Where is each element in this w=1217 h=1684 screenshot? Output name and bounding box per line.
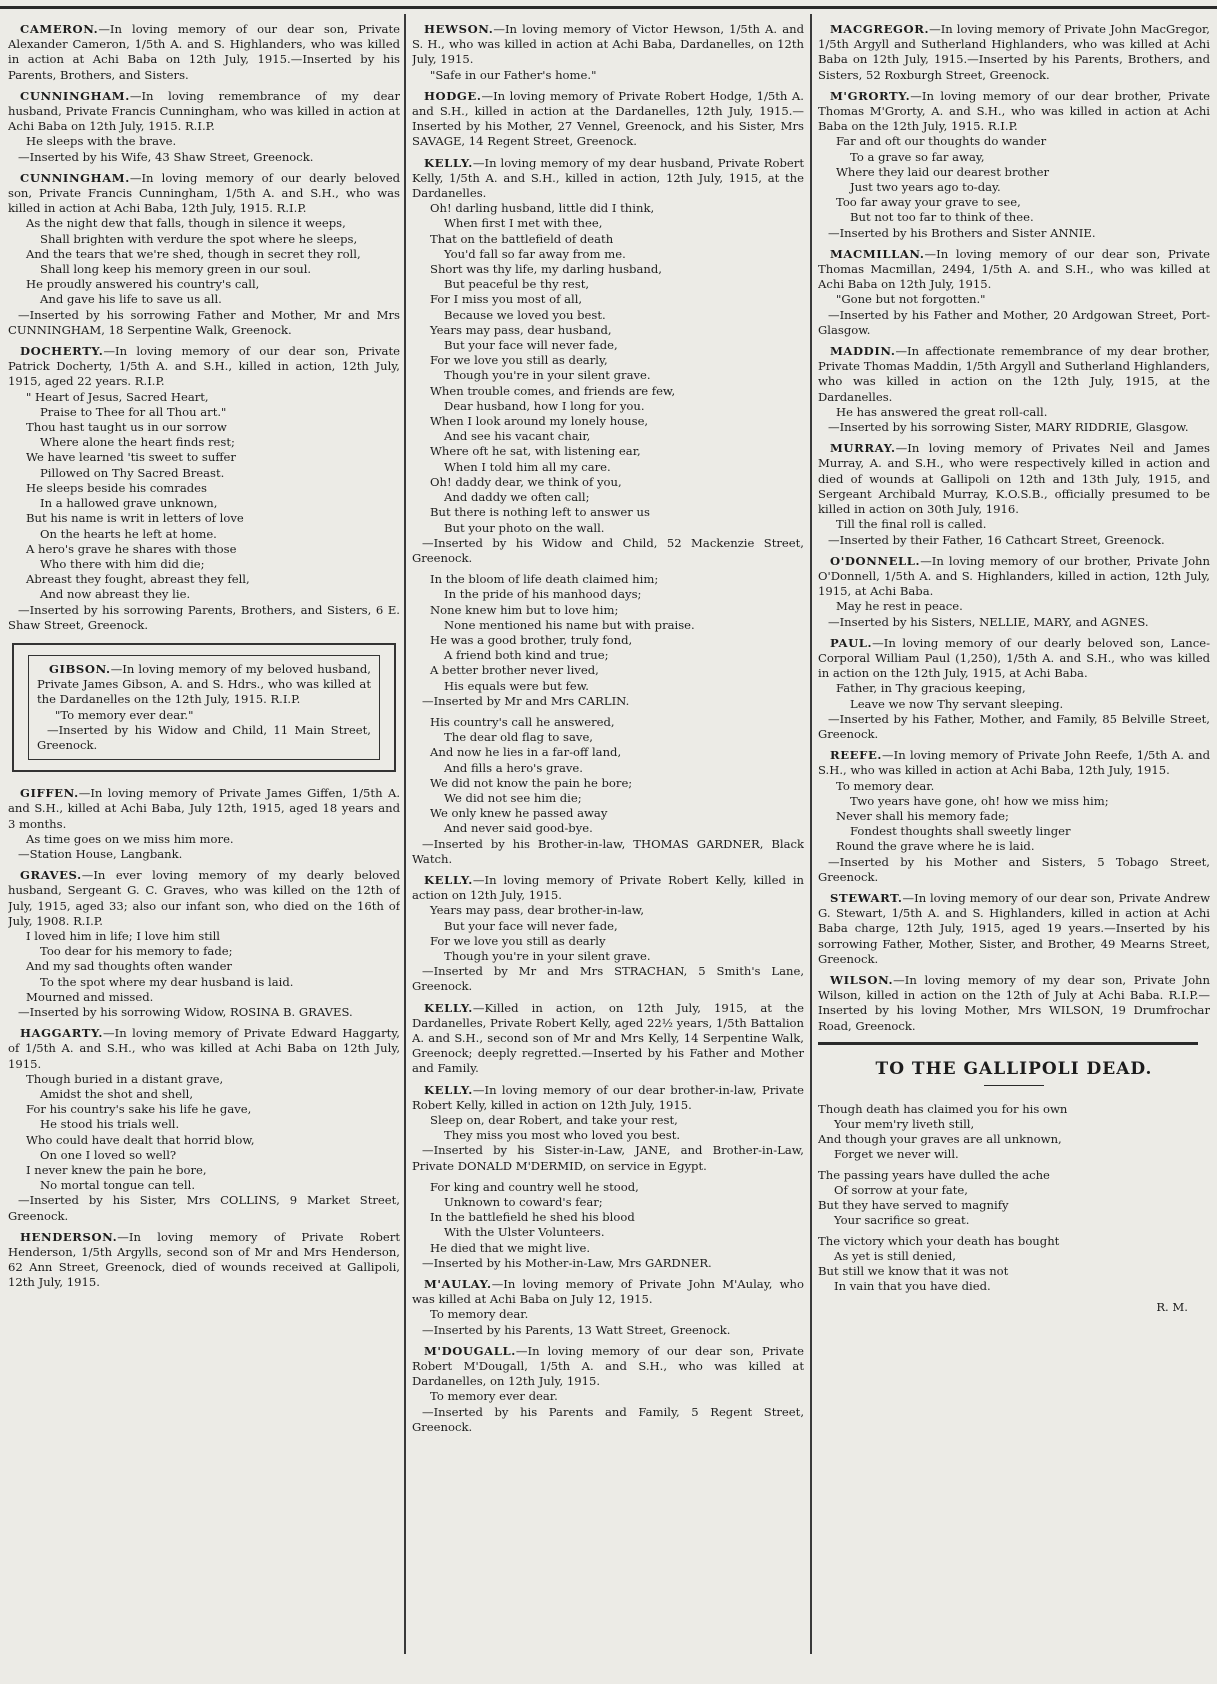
verse-line: I never knew the pain he bore, <box>26 1163 207 1178</box>
poem-title: TO THE GALLIPOLI DEAD. <box>875 1058 1153 1079</box>
verse-line: Oh! daddy dear, we think of you, <box>430 474 622 489</box>
verse-line: Short was thy life, my darling husband, <box>430 262 662 277</box>
notice-body <box>8 1230 400 1291</box>
verse-line: But peaceful be thy rest, <box>444 277 590 292</box>
verse-line: Where they laid our dearest brother <box>836 164 1050 179</box>
notice-surname: HEWSON. <box>424 22 494 36</box>
verse-line: And my sad thoughts often wander <box>26 959 232 974</box>
notice-surname: M'DOUGALL. <box>424 1343 516 1358</box>
inserted-by: —Inserted by his Father, Mother, and Family, 85 Belville Street, Greenock. <box>818 711 1210 741</box>
verse-line: For I miss you most of all, <box>430 292 583 307</box>
death-notice <box>818 891 1210 967</box>
column-2 <box>412 22 804 1441</box>
verse-line: As the night dew that falls, though in silence it weeps, <box>26 216 346 231</box>
death-notice <box>412 1083 804 1174</box>
verse-line: None knew him but to love him; <box>430 602 619 617</box>
notice-body <box>8 89 400 135</box>
notice-text: —In loving memory of our dear brother-in-law, Private Robert Kelly, killed in action on 12th July, 1915. <box>412 1082 804 1112</box>
notice-body <box>412 873 804 903</box>
notice-text: —In loving memory of Private Robert Kelly, killed in action on 12th July, 1915. <box>412 872 804 903</box>
notice-body <box>818 247 1210 293</box>
verse-line: But your face will never fade, <box>444 918 618 933</box>
notice-body <box>412 22 804 68</box>
notice-text: —In loving memory of our dearly beloved son, Private Francis Cunningham, 1/5th A. and S.H., who was killed in action at Achi Baba, 12th July, 1915. R.I.P. <box>8 170 400 216</box>
death-notice <box>818 22 1210 83</box>
notice-surname: HAGGARTY. <box>20 1026 104 1041</box>
inserted-by: —Inserted by his Wife, 43 Shaw Street, Greenock. <box>18 149 314 164</box>
verse-line: Mourned and missed. <box>26 989 154 1004</box>
death-notice <box>8 344 400 633</box>
column-rule <box>810 14 812 1654</box>
verse-line: We did not see him die; <box>444 790 582 805</box>
notice-surname: M'AULAY. <box>424 1277 492 1292</box>
verse-line: Father, in Thy gracious keeping, <box>836 681 1026 696</box>
death-notice <box>412 1277 804 1338</box>
notice-body <box>412 1001 804 1077</box>
verse-line: The dear old flag to save, <box>444 730 593 745</box>
verse-line: To the spot where my dear husband is laid. <box>40 974 294 989</box>
verse-line: Round the grave where he is laid. <box>836 839 1035 854</box>
verse-line: Just two years ago to-day. <box>850 180 1001 195</box>
inserted-by: —Inserted by his Widow and Child, 11 Main Street, Greenock. <box>37 722 371 752</box>
notice-text: —In loving memory of Private James Giffen, 1/5th A. and S.H., killed at Achi Baba, July 12th, 1915, aged 18 years and 3 months. <box>8 786 400 831</box>
death-notice <box>8 1026 400 1224</box>
notice-text: —In loving memory of Private Edward Haggarty, of 1/5th A. and S.H., who was killed at Achi Baba on 12th July, 1915. <box>8 1026 400 1071</box>
verse-line: He sleeps beside his comrades <box>26 480 207 495</box>
verse-line: And now abreast they lie. <box>40 587 191 602</box>
poem-line: The victory which your death has bought <box>818 1233 1060 1248</box>
death-notice <box>818 554 1210 630</box>
notice-surname: MACGREGOR. <box>830 22 930 36</box>
verse-line: Too dear for his memory to fade; <box>40 944 233 959</box>
verse-line: "Safe in our Father's home." <box>430 67 597 82</box>
verse-line: Though you're in your silent grave. <box>444 368 651 383</box>
poem-signature: R. M. <box>1156 1299 1188 1314</box>
notice-body <box>8 171 400 217</box>
inserted-by: —Inserted by his Widow and Child, 52 Mackenzie Street, Greenock. <box>412 535 804 565</box>
notice-surname: DOCHERTY. <box>20 344 104 359</box>
verse-line: For his country's sake his life he gave, <box>26 1102 252 1117</box>
notice-body <box>412 1277 804 1307</box>
verse-line: A friend both kind and true; <box>444 648 609 663</box>
death-notice <box>818 344 1210 435</box>
verse-line: You'd fall so far away from me. <box>444 246 626 261</box>
poem-line: But they have served to magnify <box>818 1197 1009 1212</box>
notice-surname: HODGE. <box>424 88 482 103</box>
verse-line: Oh! darling husband, little did I think, <box>430 201 655 216</box>
verse-line: But there is nothing left to answer us <box>430 505 650 520</box>
death-notice <box>8 868 400 1020</box>
verse-line: To a grave so far away, <box>850 149 985 164</box>
notice-text: —In loving memory of our dear brother, Private Thomas M'Grorty, A. and S.H., who was killed in action at Achi Baba on the 12th July, 1915. R.I.P. <box>818 88 1210 134</box>
verse-line: He died that we might live. <box>430 1240 591 1255</box>
notice-text: —In loving memory of our dear son, Private Patrick Docherty, 1/5th A. and S.H., killed in action, 12th July, 1915, aged 22 years. R.I.P. <box>8 344 400 389</box>
verse-line: In the battlefield he shed his blood <box>430 1210 635 1225</box>
poem-line: But still we know that it was not <box>818 1263 1009 1278</box>
poem-line: Of sorrow at your fate, <box>834 1182 968 1197</box>
verse-line: And never said good-bye. <box>444 821 593 836</box>
inserted-by: —Inserted by his Parents and Family, 5 Regent Street, Greenock. <box>412 1404 804 1434</box>
notice-body <box>8 1026 400 1072</box>
notice-body <box>818 554 1210 600</box>
column-rule <box>404 14 406 1654</box>
poem-line: And though your graves are all unknown, <box>818 1131 1062 1146</box>
notice-surname: KELLY. <box>424 872 473 887</box>
verse-line: He proudly answered his country's call, <box>26 277 260 292</box>
notice-body <box>412 1344 804 1390</box>
column-3 <box>818 22 1210 1314</box>
notice-text: —In loving memory of my dear husband, Private Robert Kelly, 1/5th A. and S.H., killed in action, 12th July, 1915, at the Dardanelles. <box>412 155 804 201</box>
verse-line: Pillowed on Thy Sacred Breast. <box>40 465 225 480</box>
notice-text: —In loving memory of our brother, Private John O'Donnell, 1/5th A. and S. Highlanders, killed in action, 12th July, 1915, at Achi Baba. <box>818 553 1210 599</box>
death-notice <box>818 247 1210 338</box>
verse-line: His equals were but few. <box>444 678 589 693</box>
boxed-notice-inner <box>28 655 380 760</box>
verse-line: And see his vacant chair, <box>444 429 591 444</box>
notice-surname: HENDERSON. <box>20 1229 118 1244</box>
death-notice <box>412 1180 804 1271</box>
death-notice <box>412 22 804 83</box>
death-notice <box>412 89 804 150</box>
notice-text: —In loving memory of my beloved husband, Private James Gibson, A. and S. Hdrs., who was killed at the Dardanelles on the 12th July, 1915. R.I.P. <box>37 661 371 707</box>
notice-text: —In loving memory of our dear son, Private Thomas Macmillan, 2494, 1/5th A. and S.H., who was killed at Achi Baba on 12th July, 1915. <box>818 246 1210 292</box>
verse-line: None mentioned his name but with praise. <box>444 617 695 632</box>
verse-line: And gave his life to save us all. <box>40 292 222 307</box>
notice-text: —In loving memory of Private John Reefe, 1/5th A. and S.H., who was killed in action at Achi Baba, 12th July, 1915. <box>818 748 1210 778</box>
notice-surname: GRAVES. <box>20 868 82 883</box>
verse-line: But your face will never fade, <box>444 338 618 353</box>
verse-line: "To memory ever dear." <box>55 707 194 722</box>
verse-line: We only knew he passed away <box>430 806 608 821</box>
verse-line: To memory dear. <box>430 1307 529 1322</box>
notice-surname: PAUL. <box>830 635 873 650</box>
poem-line: As yet is still denied, <box>834 1248 956 1263</box>
verse-line: But not too far to think of thee. <box>850 210 1034 225</box>
verse-line: When first I met with thee, <box>444 216 603 231</box>
notice-body <box>818 22 1210 83</box>
notice-text: —In loving memory of our dearly beloved son, Lance-Corporal William Paul (1,250), 1/5th A. and S.H., who was killed in action on the 12th July, 1915, at Achi Baba. <box>818 635 1210 681</box>
notice-surname: O'DONNELL. <box>830 553 921 568</box>
inserted-by: —Inserted by his Mother-in-Law, Mrs GARDNER. <box>422 1255 712 1270</box>
death-notice <box>818 441 1210 547</box>
poem-rule <box>818 1042 1198 1045</box>
verse-line: Years may pass, dear husband, <box>430 322 612 337</box>
verse-line: Because we loved you best. <box>444 307 606 322</box>
verse-line: To memory ever dear. <box>430 1389 558 1404</box>
verse-line: I loved him in life; I love him still <box>26 928 220 943</box>
death-notice <box>818 636 1210 742</box>
verse-line: When I told him all my care. <box>444 459 611 474</box>
notice-body <box>8 22 400 83</box>
verse-line: Amidst the shot and shell, <box>40 1087 194 1101</box>
poem-line: Though death has claimed you for his own <box>818 1101 1068 1116</box>
inserted-by: —Inserted by Mr and Mrs CARLIN. <box>422 693 630 708</box>
verse-line: Sleep on, dear Robert, and take your rest, <box>430 1113 678 1128</box>
notice-body <box>818 891 1210 967</box>
death-notice <box>412 572 804 709</box>
verse-line: No mortal tongue can tell. <box>40 1178 196 1193</box>
verse-line: Though buried in a distant grave, <box>26 1071 224 1086</box>
poem-line: In vain that you have died. <box>834 1278 991 1293</box>
verse-line: May he rest in peace. <box>836 599 963 614</box>
verse-line: On the hearts he left at home. <box>40 526 217 541</box>
verse-line: Thou hast taught us in our sorrow <box>26 420 227 435</box>
inserted-by: —Inserted by his Mother and Sisters, 5 Tobago Street, Greenock. <box>818 854 1210 884</box>
verse-line: " Heart of Jesus, Sacred Heart, <box>26 389 209 404</box>
death-notice <box>8 89 400 165</box>
verse-line: Though you're in your silent grave. <box>444 948 651 963</box>
verse-line: When I look around my lonely house, <box>430 414 649 429</box>
death-notice <box>8 22 400 83</box>
verse-line: On one I loved so well? <box>40 1147 177 1162</box>
inserted-by: —Inserted by Mr and Mrs STRACHAN, 5 Smith's Lane, Greenock. <box>412 964 804 994</box>
verse-line: Leave we now Thy servant sleeping. <box>850 696 1064 711</box>
notice-body <box>412 156 804 202</box>
notice-surname: GIBSON. <box>49 661 111 676</box>
verse-line: For we love you still as dearly <box>430 933 606 948</box>
notice-surname: CUNNINGHAM. <box>20 88 130 103</box>
notice-surname: REEFE. <box>830 748 883 763</box>
death-notice <box>818 89 1210 241</box>
verse-line: Far and oft our thoughts do wander <box>836 134 1047 149</box>
verse-line: For king and country well he stood, <box>430 1179 639 1194</box>
boxed-notice <box>12 643 396 772</box>
death-notice <box>412 715 804 867</box>
inserted-by: —Inserted by his sorrowing Parents, Brothers, and Sisters, 6 E. Shaw Street, Greenock. <box>8 602 400 632</box>
top-rule <box>0 6 1217 9</box>
verse-line: As time goes on we miss him more. <box>26 831 234 846</box>
death-notice <box>412 1001 804 1077</box>
verse-line: And daddy we often call; <box>444 490 590 505</box>
notice-surname: KELLY. <box>424 1000 473 1015</box>
notice-surname: MURRAY. <box>830 441 896 456</box>
notice-text: —In loving memory of my dear son, Private John Wilson, killed in action on the 12th of July at Achi Baba. R.I.P.—Inserted by his loving Mother, Mrs WILSON, 19 Drumfrochar Road, Greenock. <box>818 972 1210 1033</box>
inserted-by: —Inserted by his Sisters, NELLIE, MARY, and AGNES. <box>828 614 1149 629</box>
poem-line: Forget we never will. <box>834 1146 959 1161</box>
notice-body <box>818 748 1210 778</box>
notice-body <box>412 1083 804 1113</box>
verse-line: In a hallowed grave unknown, <box>40 496 218 511</box>
verse-line: Dear husband, how I long for you. <box>444 398 645 413</box>
verse-line: His country's call he answered, <box>430 714 615 729</box>
notice-surname: CAMERON. <box>20 22 99 36</box>
notice-surname: GIFFEN. <box>20 786 79 801</box>
verse-line: Fondest thoughts shall sweetly linger <box>850 824 1071 839</box>
death-notice <box>412 873 804 995</box>
notice-text: —In loving memory of Privates Neil and James Murray, A. and S.H., who were respectively killed in action and died of wounds at Gallipoli on 12th and 13th July, 1915, and Sergeant Archibald Murray, K.O.S.B., officially presumed to be killed in action on 30th July, 1916. <box>818 441 1210 517</box>
poem-line: The passing years have dulled the ache <box>818 1167 1050 1182</box>
death-notice <box>8 171 400 338</box>
notice-surname: MACMILLAN. <box>830 246 925 261</box>
notice-body <box>818 89 1210 135</box>
verse-line: Too far away your grave to see, <box>836 195 1021 210</box>
notice-text: —In loving memory of Private Robert Hodge, 1/5th A. and S.H., killed in action at the Dardanelles, 12th July, 1915.—Inserted by his Mother, 27 Vennel, Greenock, and his Sister, Mrs SAVAGE, 14 Regent Street, Greenock. <box>412 88 804 149</box>
notice-body <box>8 868 400 929</box>
verse-line: Who there with him did die; <box>40 556 205 571</box>
verse-line: For we love you still as dearly, <box>430 353 608 368</box>
verse-line: But your photo on the wall. <box>444 520 605 535</box>
verse-line: Unknown to coward's fear; <box>444 1195 603 1210</box>
verse-line: Shall brighten with verdure the spot where he sleeps, <box>40 231 358 246</box>
inserted-by: —Inserted by his sorrowing Father and Mother, Mr and Mrs CUNNINGHAM, 18 Serpentine Walk, Greenock. <box>8 307 400 337</box>
verse-line: And fills a hero's grave. <box>444 760 583 775</box>
verse-line: In the bloom of life death claimed him; <box>430 572 659 587</box>
notice-text: —In loving memory of Private John MacGregor, 1/5th Argyll and Sutherland Highlanders, who was killed at Achi Baba on 12th July, 1915.—Inserted by his Parents, Brothers, and Sisters, 52 Roxburgh Street, Greenock. <box>818 22 1210 82</box>
column-1 <box>8 22 400 1297</box>
verse-line: Where oft he sat, with listening ear, <box>430 444 641 459</box>
notice-text: —In loving memory of our dear son, Private Andrew G. Stewart, 1/5th A. and S. Highlanders, killed in action at Achi Baba charge, 12th July, 1915, aged 19 years.—Inserted by his sorrowing Father, Mother, Sister, and Brother, 49 Mearns Street, Greenock. <box>818 890 1210 966</box>
notice-body <box>818 636 1210 682</box>
verse-line: They miss you most who loved you best. <box>444 1128 681 1143</box>
notice-surname: KELLY. <box>424 155 473 170</box>
verse-line: He was a good brother, truly fond, <box>430 632 633 647</box>
inserted-by: —Inserted by his Sister-in-Law, JANE, and Brother-in-Law, Private DONALD M'DERMID, on service in Egypt. <box>412 1143 804 1173</box>
inserted-by: —Inserted by his Parents, 13 Watt Street, Greenock. <box>422 1322 731 1337</box>
notice-body <box>818 344 1210 405</box>
verse-line: We did not know the pain he bore; <box>430 775 633 790</box>
verse-line: Shall long keep his memory green in our soul. <box>40 262 312 277</box>
inserted-by: —Station House, Langbank. <box>18 846 183 861</box>
notice-text: —In ever loving memory of my dearly beloved husband, Sergeant G. C. Graves, who was killed on the 12th of July, 1915, aged 33; also our infant son, who died on the 16th of July, 1908. R.I.P. <box>8 868 400 928</box>
poem <box>818 1059 1210 1314</box>
verse-line: When trouble comes, and friends are few, <box>430 383 676 398</box>
death-notice <box>412 1344 804 1435</box>
notice-text: —In loving memory of our dear son, Private Robert M'Dougall, 1/5th A. and S.H., who was killed at Dardanelles, on 12th July, 1915. <box>412 1343 804 1389</box>
notice-text: —In loving memory of Victor Hewson, 1/5th A. and S. H., who was killed in action at Achi Baba, Dardanelles, on 12th July, 1915. <box>412 22 804 67</box>
verse-line: In the pride of his manhood days; <box>444 587 642 602</box>
notice-surname: CUNNINGHAM. <box>20 170 130 185</box>
verse-line: That on the battlefield of death <box>430 231 614 246</box>
verse-line: Praise to Thee for all Thou art." <box>40 404 227 419</box>
verse-line: Till the final roll is called. <box>836 517 987 532</box>
notice-body <box>8 344 400 390</box>
verse-line: Abreast they fought, abreast they fell, <box>26 572 250 587</box>
verse-line: He has answered the great roll-call. <box>836 404 1048 419</box>
poem-line: Your sacrifice so great. <box>834 1212 970 1227</box>
inserted-by: —Inserted by his Brothers and Sister ANNIE. <box>828 225 1096 240</box>
notice-body <box>818 973 1210 1034</box>
notice-body <box>8 786 400 832</box>
verse-line: Years may pass, dear brother-in-law, <box>430 903 645 918</box>
verse-line: And the tears that we're shed, though in secret they roll, <box>26 246 361 261</box>
verse-line: He stood his trials well. <box>40 1117 180 1132</box>
notice-body <box>37 662 371 708</box>
notice-text: —In loving memory of Private Robert Henderson, 1/5th Argylls, second son of Mr and Mrs Henderson, 62 Ann Street, Greenock, died of wounds received at Gallipoli, 12th July, 1915. <box>8 1229 400 1290</box>
notice-text: —In affectionate remembrance of my dear brother, Private Thomas Maddin, 1/5th Argyll and Sutherland Highlanders, who was killed in action on the 12th July, 1915, at the Dardanelles. <box>818 344 1210 404</box>
short-rule <box>984 1085 1044 1086</box>
death-notice <box>818 973 1210 1034</box>
verse-line: Who could have dealt that horrid blow, <box>26 1132 255 1147</box>
death-notice <box>818 748 1210 885</box>
notice-surname: KELLY. <box>424 1082 473 1097</box>
verse-line: "Gone but not forgotten." <box>836 292 986 307</box>
inserted-by: —Inserted by his Brother-in-law, THOMAS GARDNER, Black Watch. <box>412 836 804 866</box>
inserted-by: —Inserted by his Father and Mother, 20 Ardgowan Street, Port-Glasgow. <box>818 307 1210 337</box>
verse-line: We have learned 'tis sweet to suffer <box>26 450 236 465</box>
notice-text: —Killed in action, on 12th July, 1915, at the Dardanelles, Private Robert Kelly, aged 22½ years, 1/5th Battalion A. and S.H., second son of Mr and Mrs Kelly, 14 Serpentine Walk, Greenock; deeply regretted.—Inserted by his Father and Mother and Family. <box>412 1000 804 1076</box>
notice-surname: WILSON. <box>830 972 894 987</box>
inserted-by: —Inserted by his sorrowing Sister, MARY RIDDRIE, Glasgow. <box>828 420 1189 435</box>
death-notice <box>8 786 400 862</box>
verse-line: But his name is writ in letters of love <box>26 511 244 526</box>
verse-line: And now he lies in a far-off land, <box>430 745 622 760</box>
inserted-by: —Inserted by his sorrowing Widow, ROSINA B. GRAVES. <box>18 1004 353 1019</box>
verse-line: Two years have gone, oh! how we miss him; <box>850 793 1109 808</box>
notice-surname: M'GRORTY. <box>830 88 911 103</box>
death-notice <box>8 1230 400 1291</box>
verse-line: Never shall his memory fade; <box>836 808 1009 823</box>
notice-text: —In loving memory of our dear son, Private Alexander Cameron, 1/5th A. and S. Highlanders, who was killed in action at Achi Baba on 12th July, 1915.—Inserted by his Parents, Brothers, and Sisters. <box>8 22 400 82</box>
notice-text: —In loving remembrance of my dear husband, Private Francis Cunningham, who was killed in action at Achi Baba on 12th July, 1915. R.I.P. <box>8 88 400 134</box>
verse-line: A hero's grave he shares with those <box>26 541 237 556</box>
notice-surname: STEWART. <box>830 890 903 905</box>
notice-body <box>412 89 804 150</box>
notice-surname: MADDIN. <box>830 344 896 359</box>
notice-text: —In loving memory of Private John M'Aulay, who was killed at Achi Baba on July 12, 1915. <box>412 1277 804 1307</box>
verse-line: Where alone the heart finds rest; <box>40 435 235 450</box>
poem-line: Your mem'ry liveth still, <box>834 1116 975 1131</box>
inserted-by: —Inserted by their Father, 16 Cathcart Street, Greenock. <box>828 532 1165 547</box>
verse-line: He sleeps with the brave. <box>26 134 177 149</box>
verse-line: To memory dear. <box>836 778 935 793</box>
death-notice <box>412 156 804 566</box>
notice-body <box>818 441 1210 517</box>
verse-line: With the Ulster Volunteers. <box>444 1225 605 1240</box>
verse-line: A better brother never lived, <box>430 663 599 678</box>
inserted-by: —Inserted by his Sister, Mrs COLLINS, 9 Market Street, Greenock. <box>8 1193 400 1223</box>
